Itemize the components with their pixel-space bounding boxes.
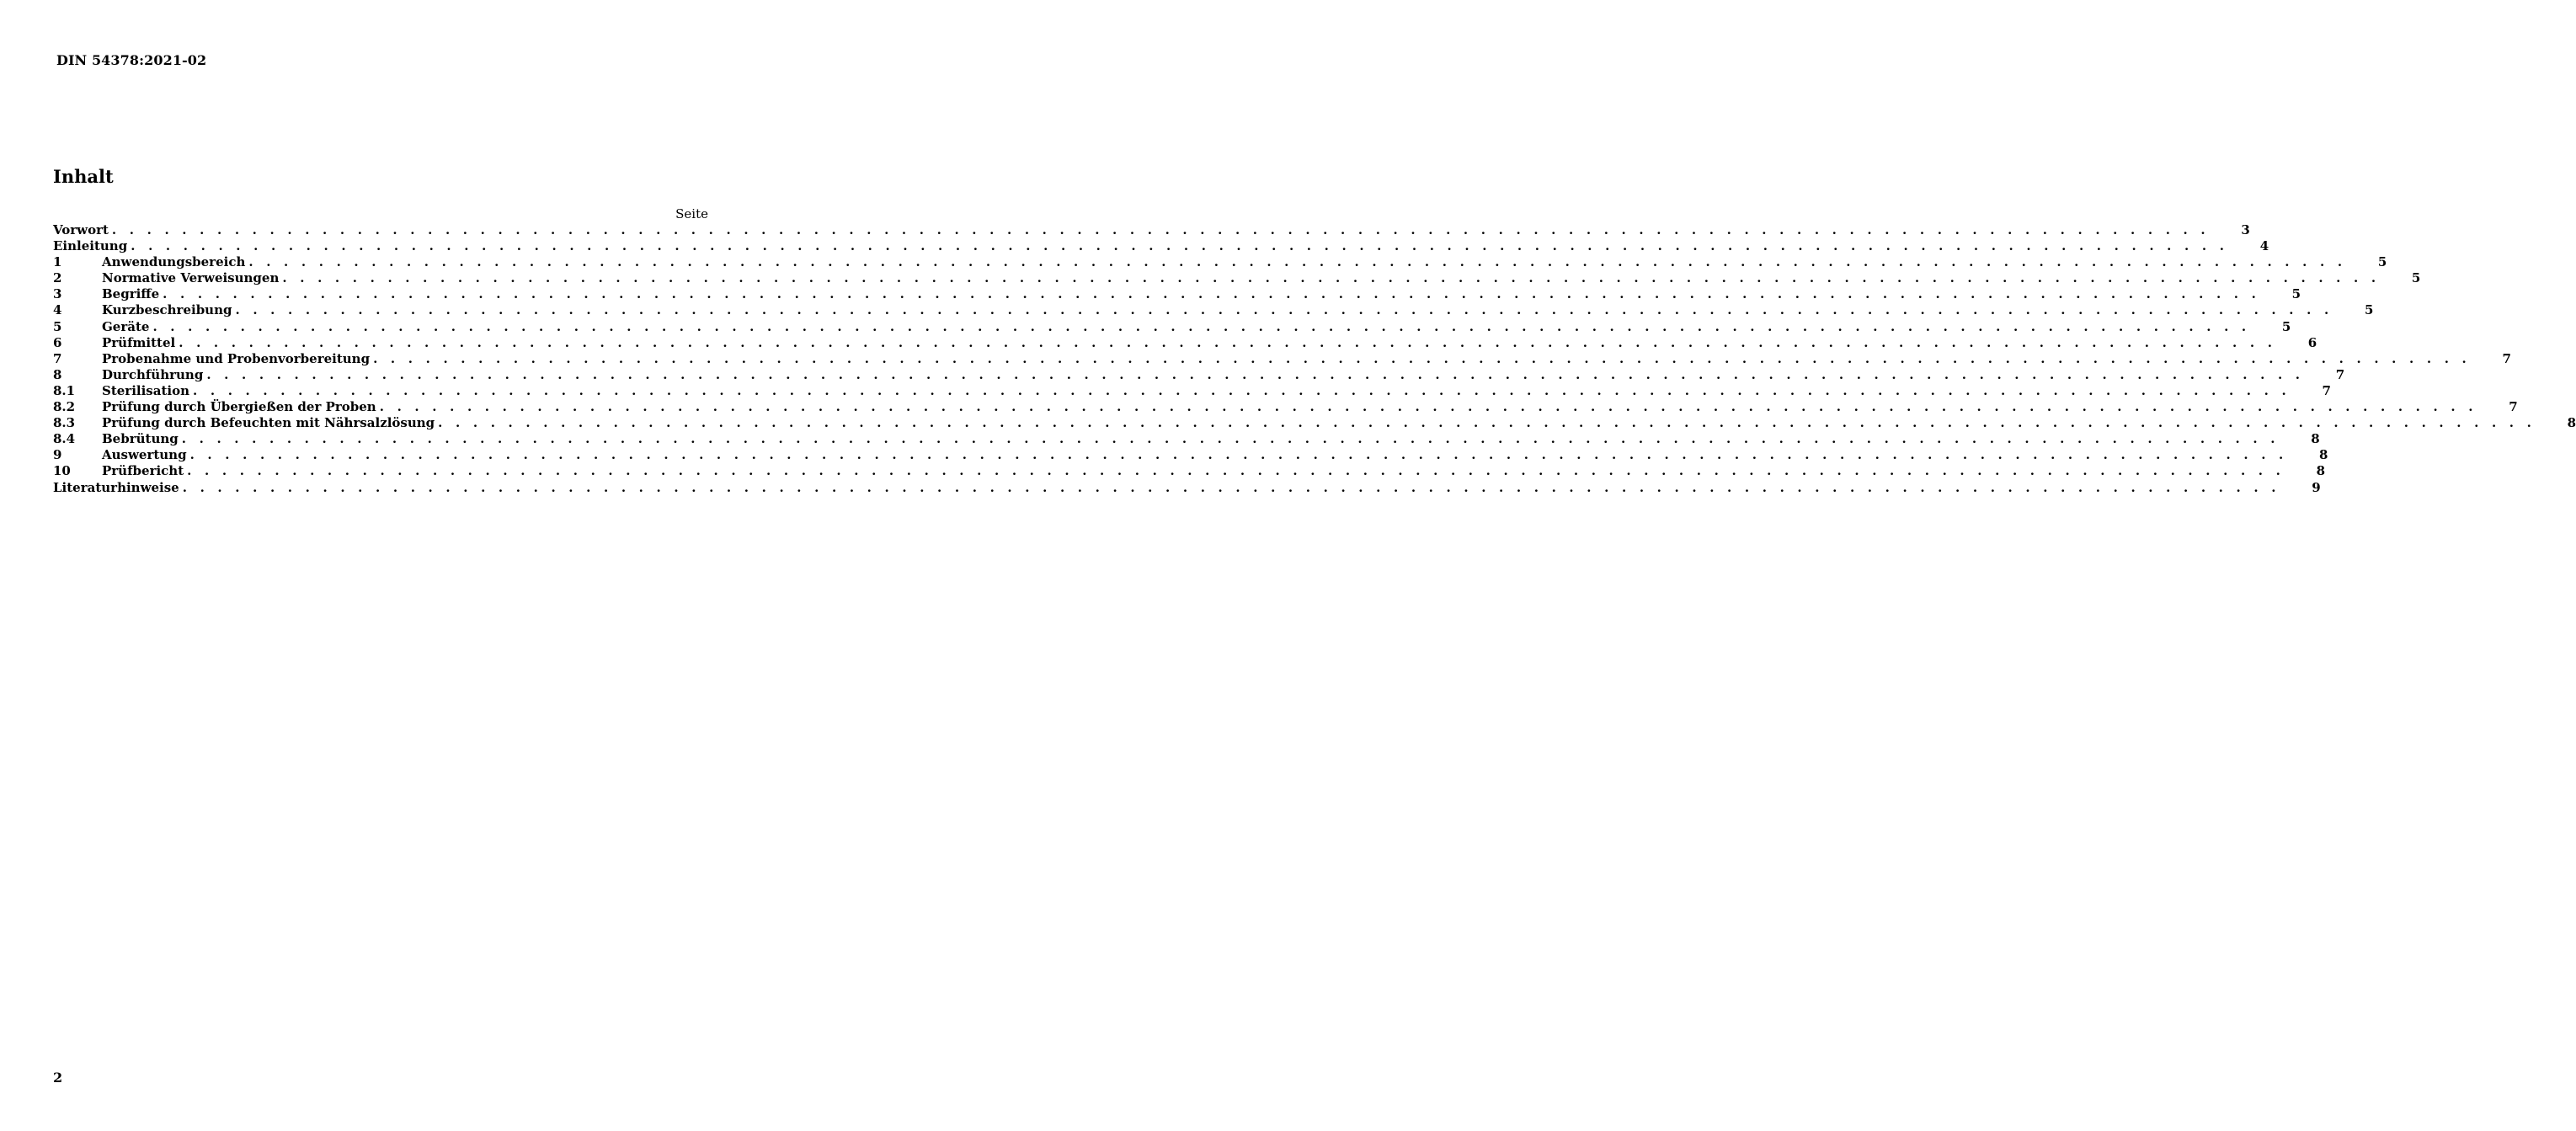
toc-entry[interactable]	[53, 431, 2320, 447]
toc-entry[interactable]	[53, 254, 2387, 270]
page-number: 2	[53, 1070, 63, 1086]
toc-entries	[53, 222, 2576, 496]
toc-entry-title: Normative Verweisungen	[102, 270, 280, 286]
toc-entry-title: Prüfmittel	[102, 334, 176, 350]
toc-dot-leader: . . . . . . . . . . . . . . . . . . . . . . . . . . . . . . . . . . . . . . . . . . . . . . . . . . . . . . . . . . . . . . . . . . . . . . . . . . . . . . . . . . . . . . . . . . . . . . . . . . . . . . . . . . . . . . . . . . . . . . . .	[179, 334, 2277, 350]
toc-entry-number: 8.2	[53, 399, 76, 415]
toc-entry-page: 7	[2502, 350, 2511, 366]
toc-dot-leader: . . . . . . . . . . . . . . . . . . . . . . . . . . . . . . . . . . . . . . . . . . . . . . . . . . . . . . . . . . . . . . . . . . . . . . . . . . . . . . . . . . . . . . . . . . . . . . . . . . . . . . . . . . . . . . . . . . . . . . . .	[438, 415, 2536, 431]
toc-entry[interactable]	[53, 334, 2317, 351]
toc-entry[interactable]	[53, 382, 2331, 399]
toc-entry-title: Geräte	[102, 318, 150, 334]
toc-dot-leader: . . . . . . . . . . . . . . . . . . . . . . . . . . . . . . . . . . . . . . . . . . . . . . . . . . . . . . . . . . . . . . . . . . . . . . . . . . . . . . . . . . . . . . . . . . . . . . . . . . . . . . . . . . . . . . . . . . . . . . . .	[373, 350, 2471, 366]
toc-entry-page: 5	[2377, 254, 2387, 270]
document-id-header: DIN 54378:2021-02	[56, 52, 207, 68]
toc-entry[interactable]	[53, 238, 2269, 254]
toc-entry-number: 8	[53, 366, 62, 382]
toc-entry-number: 3	[53, 286, 62, 302]
toc-entry[interactable]	[53, 447, 2328, 463]
toc-entry[interactable]	[53, 286, 2301, 302]
toc-entry-title: Kurzbeschreibung	[102, 302, 232, 318]
toc-entry-page: 8	[2319, 447, 2328, 463]
toc-entry-title: Prüfbericht	[102, 463, 184, 479]
toc-entry-number: 2	[53, 270, 62, 286]
toc-entry-page: 4	[2259, 238, 2269, 254]
toc-dot-leader: . . . . . . . . . . . . . . . . . . . . . . . . . . . . . . . . . . . . . . . . . . . . . . . . . . . . . . . . . . . . . . . . . . . . . . . . . . . . . . . . . . . . . . . . . . . . . . . . . . . . . . . . . . . . . . . . . . . . . . . .	[187, 463, 2285, 479]
toc-entry-title: Sterilisation	[102, 382, 190, 398]
page-column-label: Seite	[675, 206, 708, 221]
table-of-contents	[53, 206, 2576, 496]
toc-dot-leader: . . . . . . . . . . . . . . . . . . . . . . . . . . . . . . . . . . . . . . . . . . . . . . . . . . . . . . . . . . . . . . . . . . . . . . . . . . . . . . . . . . . . . . . . . . . . . . . . . . . . . . . . . . . . . . . . . . . . . . . .	[163, 286, 2261, 302]
toc-dot-leader: . . . . . . . . . . . . . . . . . . . . . . . . . . . . . . . . . . . . . . . . . . . . . . . . . . . . . . . . . . . . . . . . . . . . . . . . . . . . . . . . . . . . . . . . . . . . . . . . . . . . . . . . . . . . . . . . . . . . . . . .	[379, 399, 2477, 415]
toc-entry[interactable]	[53, 479, 2321, 496]
toc-entry-title: Durchführung	[102, 366, 204, 382]
toc-entry[interactable]	[53, 222, 2250, 238]
toc-entry-title: Einleitung	[53, 238, 128, 254]
toc-entry-number: 5	[53, 318, 62, 334]
toc-entry-number: 8.3	[53, 415, 76, 431]
toc-entry-page: 7	[2509, 399, 2518, 415]
toc-entry-page: 8	[2316, 463, 2326, 479]
toc-entry[interactable]	[53, 350, 2511, 367]
toc-entry-title: Prüfung durch Übergießen der Proben	[102, 399, 376, 415]
toc-entry[interactable]	[53, 318, 2291, 335]
toc-entry-title: Bebrütung	[102, 431, 179, 447]
toc-entry-number: 4	[53, 302, 62, 318]
toc-entry-page: 6	[2307, 334, 2317, 350]
toc-entry-number: 6	[53, 334, 62, 350]
toc-entry-number: 7	[53, 350, 62, 366]
toc-entry[interactable]	[53, 366, 2345, 383]
toc-dot-leader: . . . . . . . . . . . . . . . . . . . . . . . . . . . . . . . . . . . . . . . . . . . . . . . . . . . . . . . . . . . . . . . . . . . . . . . . . . . . . . . . . . . . . . . . . . . . . . . . . . . . . . . . . . . . . . . . . . . . . . . .	[111, 222, 2210, 237]
toc-entry-number: 10	[53, 463, 71, 479]
toc-entry[interactable]	[53, 302, 2374, 318]
toc-entry-page: 7	[2322, 382, 2331, 398]
toc-entry-title: Auswertung	[102, 447, 187, 463]
toc-dot-leader: . . . . . . . . . . . . . . . . . . . . . . . . . . . . . . . . . . . . . . . . . . . . . . . . . . . . . . . . . . . . . . . . . . . . . . . . . . . . . . . . . . . . . . . . . . . . . . . . . . . . . . . . . . . . . . . . . . . . . . . .	[181, 431, 2280, 447]
toc-dot-leader: . . . . . . . . . . . . . . . . . . . . . . . . . . . . . . . . . . . . . . . . . . . . . . . . . . . . . . . . . . . . . . . . . . . . . . . . . . . . . . . . . . . . . . . . . . . . . . . . . . . . . . . . . . . . . . . . . . . . . . . .	[248, 254, 2347, 270]
toc-entry-title: Anwendungsbereich	[102, 254, 246, 270]
toc-dot-leader: . . . . . . . . . . . . . . . . . . . . . . . . . . . . . . . . . . . . . . . . . . . . . . . . . . . . . . . . . . . . . . . . . . . . . . . . . . . . . . . . . . . . . . . . . . . . . . . . . . . . . . . . . . . . . . . . . . . . . . . .	[282, 270, 2381, 286]
toc-dot-leader: . . . . . . . . . . . . . . . . . . . . . . . . . . . . . . . . . . . . . . . . . . . . . . . . . . . . . . . . . . . . . . . . . . . . . . . . . . . . . . . . . . . . . . . . . . . . . . . . . . . . . . . . . . . . . . . . . . . . . . . .	[182, 479, 2280, 495]
toc-dot-leader: . . . . . . . . . . . . . . . . . . . . . . . . . . . . . . . . . . . . . . . . . . . . . . . . . . . . . . . . . . . . . . . . . . . . . . . . . . . . . . . . . . . . . . . . . . . . . . . . . . . . . . . . . . . . . . . . . . . . . . . .	[206, 366, 2305, 382]
toc-dot-leader: . . . . . . . . . . . . . . . . . . . . . . . . . . . . . . . . . . . . . . . . . . . . . . . . . . . . . . . . . . . . . . . . . . . . . . . . . . . . . . . . . . . . . . . . . . . . . . . . . . . . . . . . . . . . . . . . . . . . . . . .	[152, 318, 2251, 334]
toc-title: Inhalt	[53, 166, 114, 187]
toc-entry-number: 8.4	[53, 431, 76, 447]
toc-dot-leader: . . . . . . . . . . . . . . . . . . . . . . . . . . . . . . . . . . . . . . . . . . . . . . . . . . . . . . . . . . . . . . . . . . . . . . . . . . . . . . . . . . . . . . . . . . . . . . . . . . . . . . . . . . . . . . . . . . . . . . . .	[189, 447, 2288, 463]
toc-entry-title: Literaturhinweise	[53, 479, 179, 495]
toc-entry-number: 8.1	[53, 382, 76, 398]
toc-entry[interactable]	[53, 399, 2518, 415]
toc-entry-title: Prüfung durch Befeuchten mit Nährsalzlösung	[102, 415, 435, 431]
toc-dot-leader: . . . . . . . . . . . . . . . . . . . . . . . . . . . . . . . . . . . . . . . . . . . . . . . . . . . . . . . . . . . . . . . . . . . . . . . . . . . . . . . . . . . . . . . . . . . . . . . . . . . . . . . . . . . . . . . . . . . . . . . .	[193, 382, 2291, 398]
toc-entry[interactable]	[53, 463, 2326, 479]
toc-entry-title: Probenahme und Probenvorbereitung	[102, 350, 371, 366]
toc-entry-page: 8	[2311, 431, 2320, 447]
toc-entry-page: 5	[2281, 318, 2291, 334]
toc-entry-page: 7	[2335, 366, 2345, 382]
toc-entry[interactable]	[53, 270, 2421, 286]
toc-entry-page: 5	[2291, 286, 2301, 302]
toc-entry-title: Begriffe	[102, 286, 160, 302]
toc-dot-leader: . . . . . . . . . . . . . . . . . . . . . . . . . . . . . . . . . . . . . . . . . . . . . . . . . . . . . . . . . . . . . . . . . . . . . . . . . . . . . . . . . . . . . . . . . . . . . . . . . . . . . . . . . . . . . . . . . . . . . . . .	[131, 238, 2229, 254]
toc-entry-page: 5	[2364, 302, 2374, 318]
toc-entry-page: 9	[2312, 479, 2321, 495]
toc-dot-leader: . . . . . . . . . . . . . . . . . . . . . . . . . . . . . . . . . . . . . . . . . . . . . . . . . . . . . . . . . . . . . . . . . . . . . . . . . . . . . . . . . . . . . . . . . . . . . . . . . . . . . . . . . . . . . . . . . . . . . . . .	[235, 302, 2333, 318]
toc-entry-page: 5	[2411, 270, 2421, 286]
toc-entry[interactable]	[53, 415, 2576, 431]
toc-entry-number: 9	[53, 447, 62, 463]
toc-entry-number: 1	[53, 254, 62, 270]
toc-entry-page: 8	[2567, 415, 2576, 431]
toc-entry-page: 3	[2241, 222, 2250, 237]
toc-entry-title: Vorwort	[53, 222, 109, 237]
